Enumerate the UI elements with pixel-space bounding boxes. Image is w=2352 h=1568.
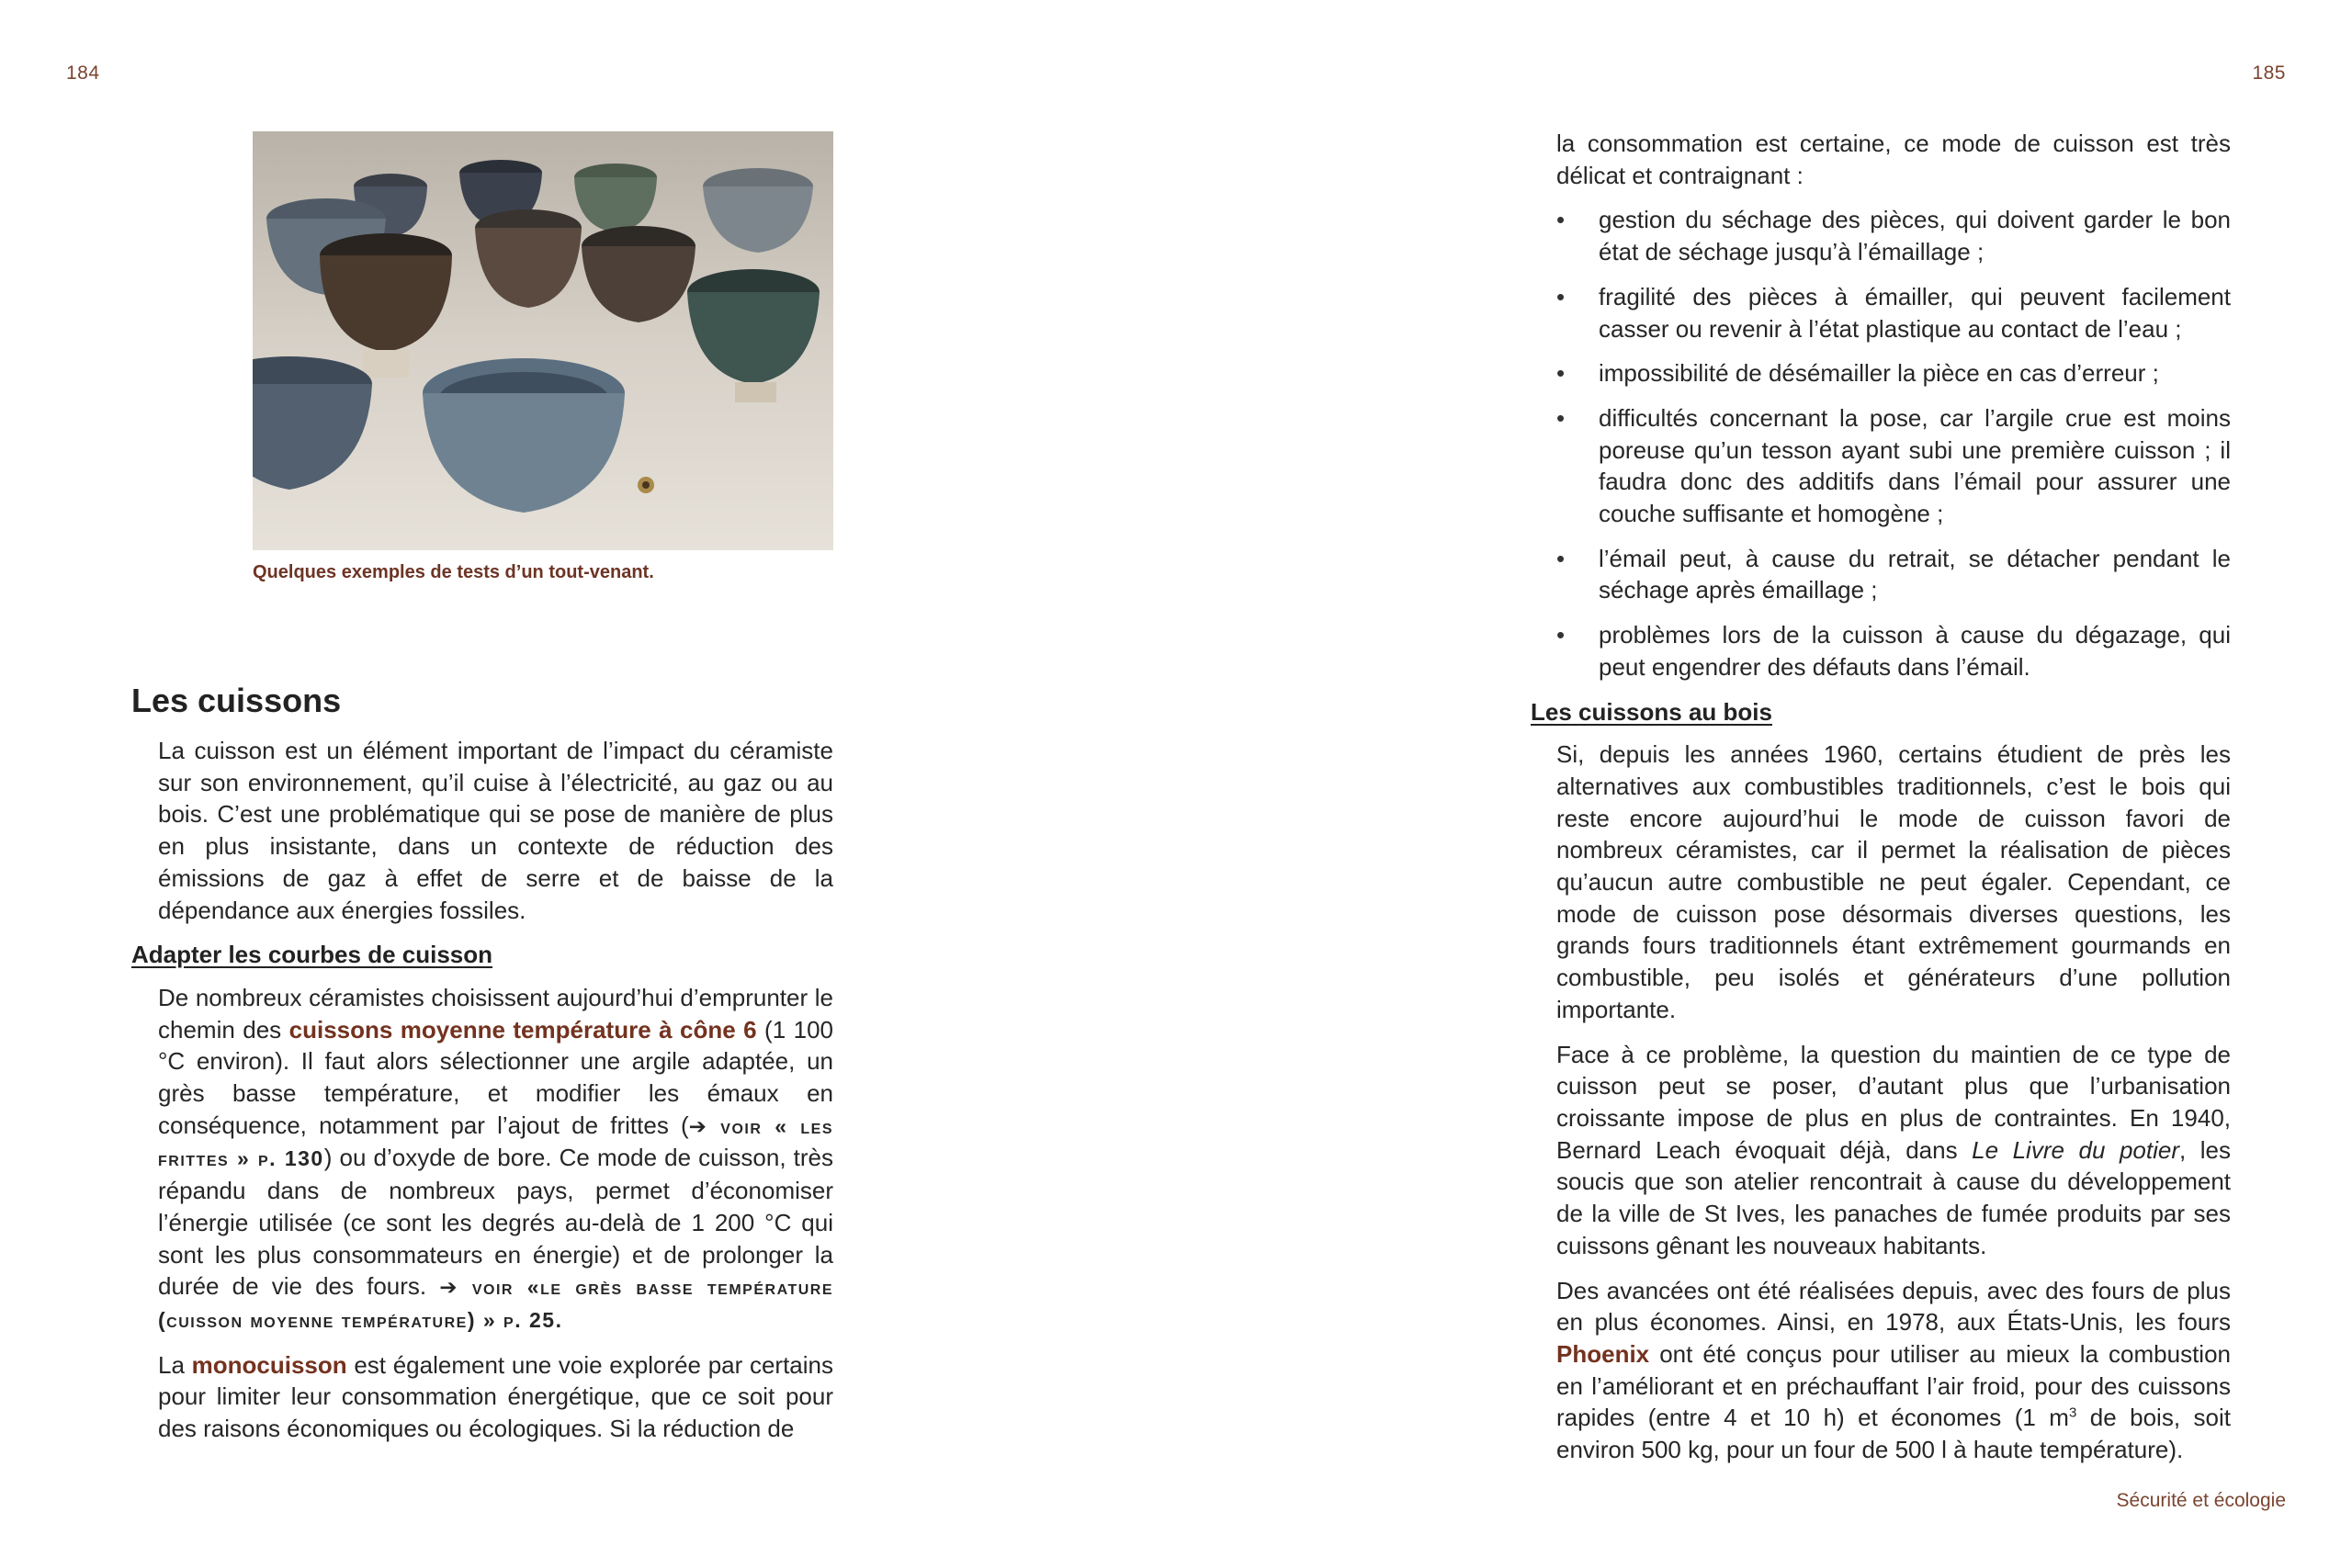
list-item: • difficultés concernant la pose, car l’argile crue est moins poreuse qu’un tesson ayant subi une première cuisson ; il faudra donc des additifs dans l’émail pour assurer une couche suffisante et homogène ;: [1556, 402, 2231, 530]
text-fragment: (1 100 °C environ). Il faut alors sélectionner une argile adaptée, un grès basse température, et modifier les émaux en conséquence, notamment par l’ajout de frittes (: [158, 1015, 833, 1139]
paragraph-bois: Si, depuis les années 1960, certains étudient de près les alternatives aux combustibles traditionnels, c’est le bois qui reste encore aujourd’hui le mode de cuisson favori de nombreux céramistes, car il permet la réalisation de pièces qu’aucun autre combustible ne peut égaler. Cependant, ce mode de cuisson pose désormais diverses questions, les grands fours traditionnels étant extrêmement gourmands en combustible, peu isolés et générateurs d’une pollution importante.: [1556, 740, 2231, 1023]
intro-paragraph: La cuisson est un élément important de l’impact du céramiste sur son environnement, qu’il cuise à l’électricité, au gaz ou au bois. C’est une problématique qui se pose de manière de plus en plus insistante, dans un contexte de réduction des émissions de gaz à effet de serre et de baisse de la dépendance aux énergies fossiles.: [158, 737, 833, 924]
text-fragment: de bois, soit environ 500 kg, pour un four de 500 l à haute température).: [1556, 1404, 2231, 1464]
highlight-monocuisson: monocuisson: [191, 1350, 347, 1379]
list-item: • gestion du séchage des pièces, qui doivent garder le bon état de séchage jusqu’à l’émaillage ;: [1556, 204, 2231, 267]
photo-caption: Quelques exemples de tests d’un tout-venant.: [253, 562, 654, 582]
list-item: • impossibilité de désémailler la pièce en cas d’erreur ;: [1556, 357, 2231, 389]
text-fragment: La: [158, 1350, 192, 1379]
right-text-column: [1531, 128, 2232, 1479]
page-number-right: 185: [2252, 62, 2286, 84]
paragraph-phoenix: [1556, 1275, 2231, 1466]
book-title: Le Livre du potier: [1972, 1135, 2179, 1164]
cross-reference-gres: ➔ voir «le grès basse température (cuisson moyenne température) » p. 25.: [158, 1275, 834, 1332]
text-fragment: Face à ce problème, la question du maintien de ce type de cuisson peut se poser, d’autant plus que l’urbanisation croissante impose de plus en plus de contraintes. En 1940, Bernard Leach évoquait déjà, dans: [1556, 1040, 2231, 1164]
paragraph-monocuisson: [158, 1349, 833, 1445]
ceramic-test-bowls-photo: [253, 131, 833, 550]
highlight-phoenix: Phoenix: [1556, 1339, 1650, 1368]
text-fragment: Des avancées ont été réalisées depuis, avec des fours de plus en plus économes. Ainsi, en 1978, aux États-Unis, les fours: [1556, 1276, 2231, 1337]
section-heading: Les cuissons: [131, 682, 342, 719]
highlight-cone6: cuissons moyenne température à cône 6: [288, 1015, 757, 1043]
text-fragment: De nombreux céramistes choisissent aujourd’hui d’emprunter le chemin des: [158, 983, 833, 1043]
continued-paragraph: la consommation est certaine, ce mode de cuisson est très délicat et contraignant :: [1556, 130, 2231, 189]
paragraph-moyenne-temperature: [158, 982, 833, 1337]
subheading-courbes: Adapter les courbes de cuisson: [131, 941, 493, 969]
text-fragment: est également une voie explorée par certains pour limiter leur consommation énergétique, que ce soit pour des raisons économiques ou écologiques. Si la réduction de: [158, 1350, 834, 1443]
list-item: • fragilité des pièces à émailler, qui peuvent facilement casser ou revenir à l’état plastique au contact de l’eau ;: [1556, 281, 2231, 344]
constraints-list: [1556, 204, 2231, 682]
page-number-left: 184: [66, 62, 100, 84]
text-fragment: , les soucis que son atelier rencontrait à cause du développement de la ville de St Ives, les panaches de fumée produits par ses cuissons gênant les nouveaux habitants.: [1556, 1135, 2232, 1259]
running-footer: Sécurité et écologie: [2116, 1490, 2286, 1511]
left-text-column: [131, 735, 834, 1458]
text-fragment: ) ou d’oxyde de bore. Ce mode de cuisson, très répandu dans de nombreux pays, permet d’économiser l’énergie utilisée (ce sont les degrés au-delà de 1 200 °C qui sont les plus consommateurs en énergie) et de prolonger la durée de vie des fours.: [158, 1144, 833, 1301]
subheading-bois: Les cuissons au bois: [1531, 697, 1772, 726]
list-item: • l’émail peut, à cause du retrait, se détacher pendant le séchage après émaillage ;: [1556, 543, 2231, 606]
cross-reference-frittes: ➔ voir « les frittes » p. 130: [158, 1113, 833, 1171]
text-fragment: ont été conçus pour utiliser au mieux la combustion en l’améliorant et en préchauffant l’air froid, pour des cuissons rapides (entre 4 et 10 h) et économes (1 m: [1556, 1339, 2231, 1432]
paragraph-leach: [1556, 1039, 2231, 1262]
bowls-illustration: [253, 131, 833, 550]
list-item: • problèmes lors de la cuisson à cause du dégazage, qui peut engendrer des défauts dans l’émail.: [1556, 619, 2231, 682]
superscript: 3: [2068, 1404, 2077, 1421]
